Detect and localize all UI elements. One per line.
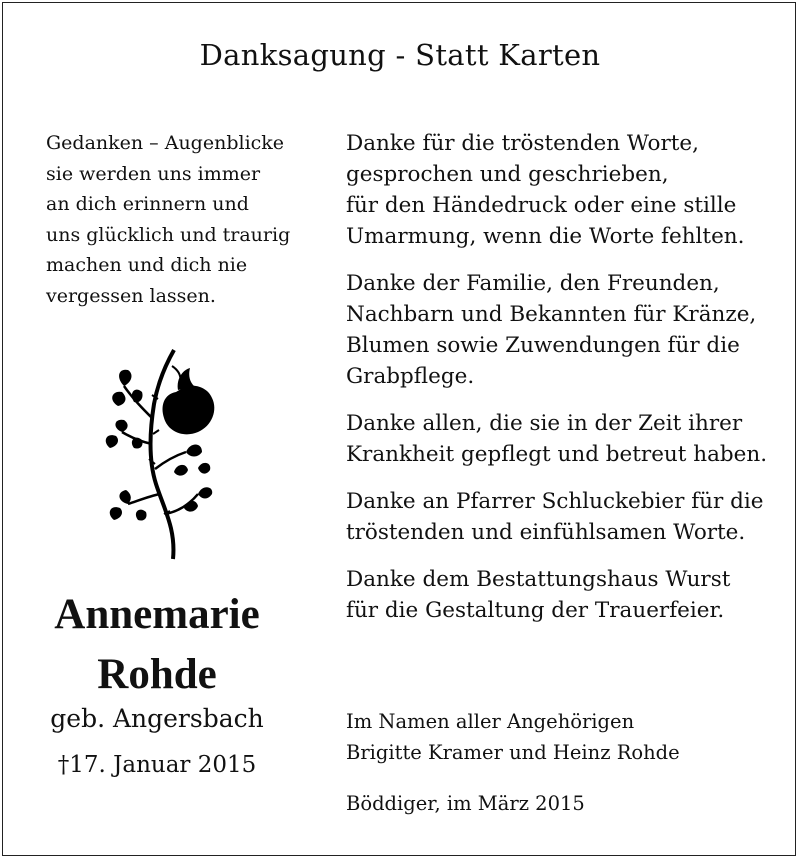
thanks-paragraph [346,268,786,392]
thanks-paragraph [346,408,786,470]
thanks-paragraph [346,564,786,626]
thanks-line: Danke für die tröstenden Worte, [346,131,699,156]
poem-line: vergessen lassen. [46,284,216,307]
thanks-line: für die Gestaltung der Trauerfeier. [346,598,725,623]
deceased-first-name: Annemarie [54,591,260,638]
thanks-text [346,128,786,642]
place-date: Böddiger, im März 2015 [346,792,585,815]
memorial-poem [46,128,306,311]
poem-line: sie werden uns immer [46,162,261,185]
thanks-paragraph [346,128,786,252]
death-date: †17. Januar 2015 [57,752,257,778]
thanks-line: Danke an Pfarrer Schluckebier für die [346,489,764,514]
thanks-paragraph [346,486,786,548]
thanks-line: Nachbarn und Bekannten für Kränze, [346,302,757,327]
thanks-line: Blumen sowie Zuwendungen für die [346,333,740,358]
poem-line: an dich erinnern und [46,193,249,215]
thanks-line: tröstenden und einfühlsamen Worte. [346,520,746,545]
thanks-line: Danke allen, die sie in der Zeit ihrer [346,411,743,436]
poem-line: Gedanken – Augenblicke [46,132,285,154]
thanks-line: Umarmung, wenn die Worte fehlten. [346,224,745,249]
signature-names: Brigitte Kramer und Heinz Rohde [346,741,680,764]
signature-line: Im Namen aller Angehörigen [346,710,635,733]
thanks-line: Krankheit gepflegt und betreut haben. [346,442,768,467]
thanks-line: Danke der Familie, den Freunden, [346,271,720,296]
thanks-line: Grabpflege. [346,364,475,389]
notice-title: Danksagung - Statt Karten [199,38,601,72]
birth-name: geb. Angersbach [50,704,264,733]
thanks-line: für den Händedruck oder eine stille [346,193,737,218]
poem-line: uns glücklich und traurig [46,223,291,246]
thanks-line: gesprochen und geschrieben, [346,162,669,187]
signature-block [346,706,786,768]
thanks-line: Danke dem Bestattungshaus Wurst [346,567,731,592]
poem-line: machen und dich nie [46,254,248,276]
deceased-last-name: Rohde [97,651,217,698]
rose-icon [98,344,238,564]
